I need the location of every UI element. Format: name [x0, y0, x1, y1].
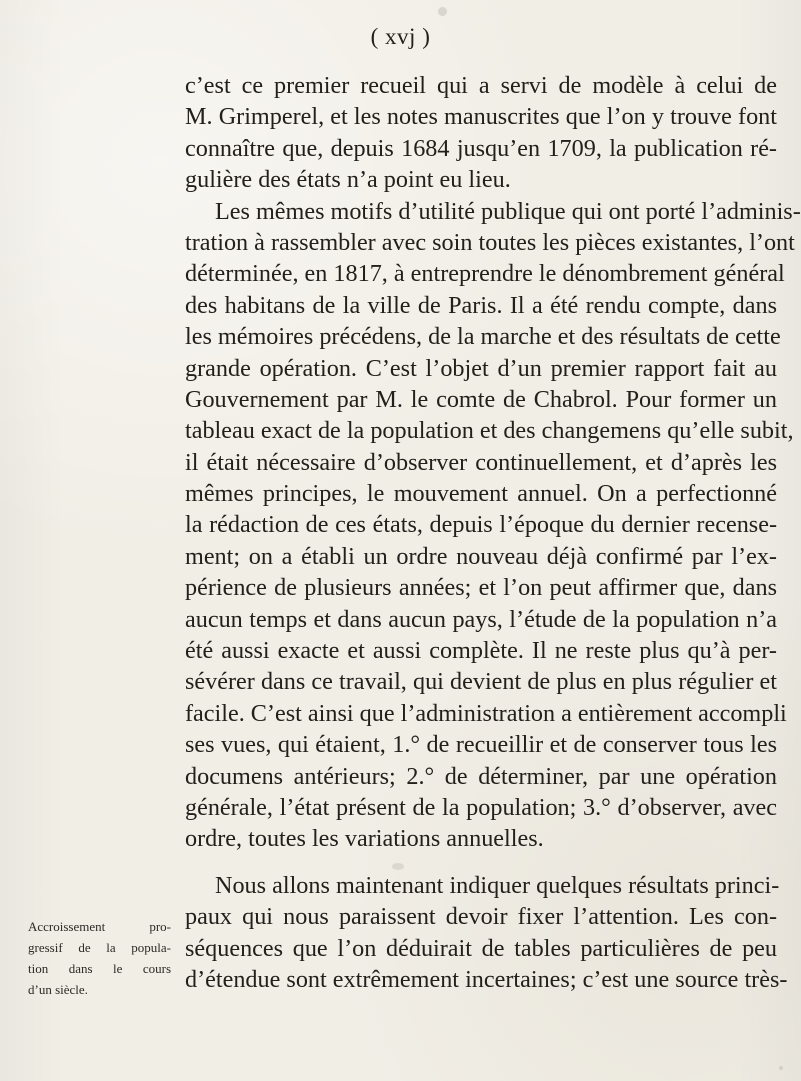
text-line: tration à rassembler avec soin toutes les pièces existantes, l’ont: [185, 228, 795, 256]
margin-note-line: tion dans le cours: [28, 961, 171, 976]
body-text: [185, 70, 801, 995]
text-line: Nous allons maintenant indiquer quelques résultats princi-: [215, 871, 780, 899]
text-line: les mémoires précédens, de la marche et des résultats de cette: [185, 323, 781, 351]
text-line: la rédaction de ces états, depuis l’époque du dernier recense-: [185, 511, 777, 539]
text-line: ordre, toutes les variations annuelles.: [185, 825, 544, 853]
text-line: générale, l’état présent de la population; 3.° d’observer, avec: [185, 793, 777, 821]
text-line: documens antérieurs; 2.° de déterminer, par une opération: [185, 762, 777, 790]
text-line: sévérer dans ce travail, qui devient de plus en plus régulier et: [185, 668, 777, 696]
text-line: déterminée, en 1817, à entreprendre le dénombrement général: [185, 260, 785, 288]
text-line: d’étendue sont extrêmement incertaines; c’est une source très-: [185, 965, 788, 993]
margin-note-line: Accroissement pro-: [28, 919, 171, 934]
text-line: mêmes principes, le mouvement annuel. On a perfectionné: [185, 480, 777, 508]
text-line: Les mêmes motifs d’utilité publique qui ont porté l’adminis-: [215, 197, 801, 225]
page-number-header: ( xvj ): [370, 24, 431, 49]
text-line: c’est ce premier recueil qui a servi de modèle à celui de: [185, 72, 777, 99]
text-line: Gouvernement par M. le comte de Chabrol. Pour former un: [185, 385, 777, 413]
text-line: gulière des états n’a point eu lieu.: [185, 166, 511, 194]
text-line: M. Grimperel, et les notes manuscrites que l’on y trouve font: [185, 103, 777, 131]
ink-spot: [779, 1066, 783, 1070]
text-line: paux qui nous paraissent devoir fixer l’attention. Les con-: [185, 903, 777, 931]
text-line: tableau exact de la population et des changemens qu’elle subit,: [185, 417, 794, 445]
margin-note-line: gressif de la popula-: [28, 940, 171, 955]
text-line: ment; on a établi un ordre nouveau déjà confirmé par l’ex-: [185, 542, 777, 570]
text-line: connaître que, depuis 1684 jusqu’en 1709, la publication ré-: [185, 134, 777, 162]
text-line: des habitans de la ville de Paris. Il a été rendu compte, dans: [185, 291, 777, 319]
margin-note: [28, 916, 171, 1000]
text-line: ses vues, qui étaient, 1.° de recueillir et de conserver tous les: [185, 731, 777, 759]
text-line: périence de plusieurs années; et l’on peut affirmer que, dans: [185, 574, 777, 602]
ink-spot: [438, 7, 447, 16]
text-line: grande opération. C’est l’objet d’un premier rapport fait au: [185, 354, 777, 382]
text-line: il était nécessaire d’observer continuellement, et d’après les: [185, 448, 777, 476]
margin-note-line: d’un siècle.: [28, 982, 88, 997]
text-line: été aussi exacte et aussi complète. Il ne reste plus qu’à per-: [185, 637, 777, 665]
text-line: facile. C’est ainsi que l’administration a entièrement accompli: [185, 699, 787, 727]
text-line: séquences que l’on déduirait de tables particulières de peu: [185, 934, 777, 962]
text-line: aucun temps et dans aucun pays, l’étude de la population n’a: [185, 605, 777, 633]
